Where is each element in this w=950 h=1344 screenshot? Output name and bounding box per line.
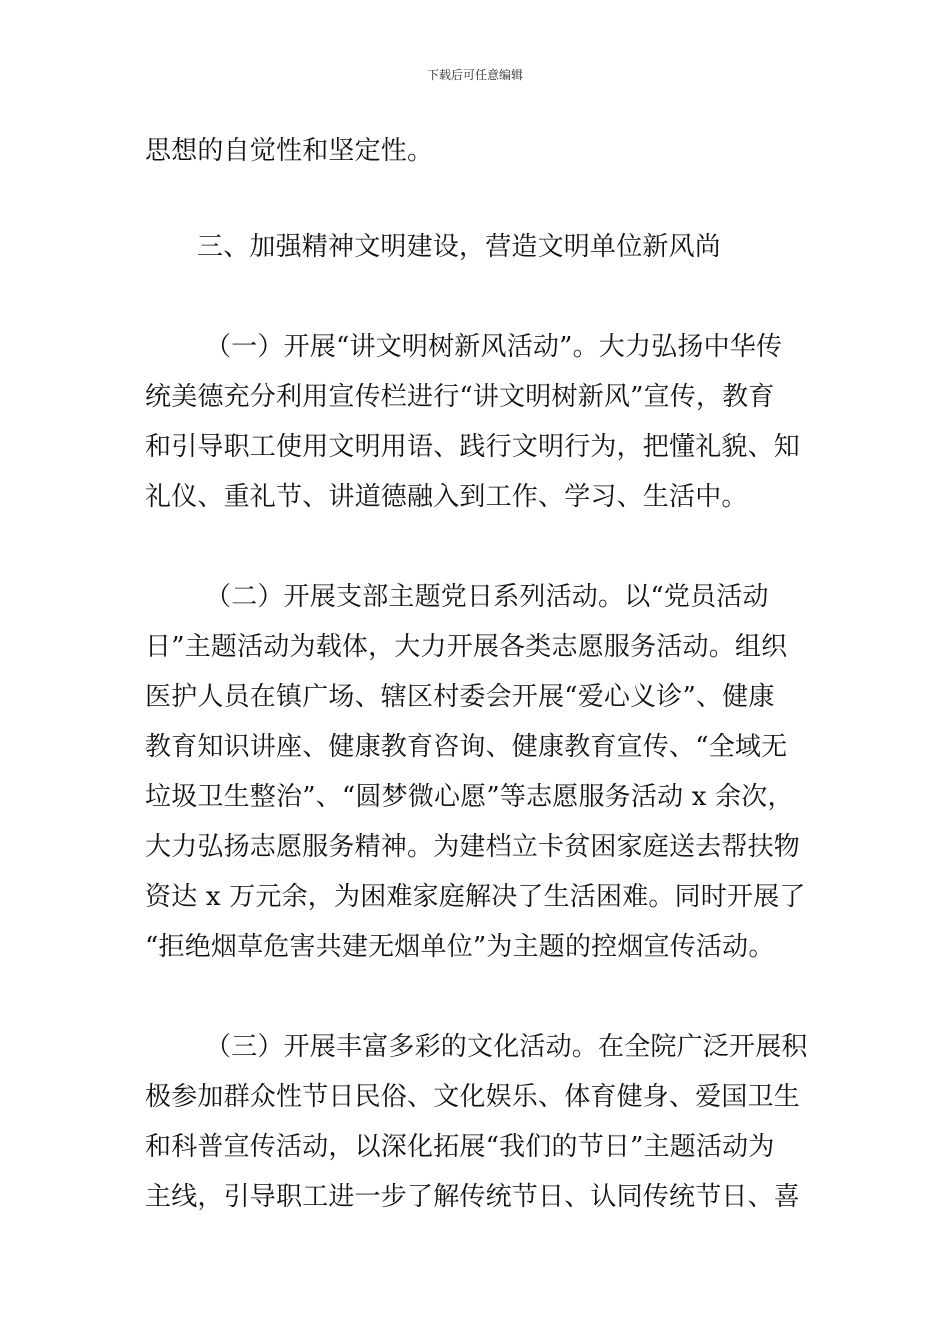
paragraph-3 <box>145 1022 808 1222</box>
text-line: 资达 x 万元余，为困难家庭解决了生活困难。同时开展了 <box>145 882 806 912</box>
document-body <box>145 126 808 1222</box>
text-line: 日”主题活动为载体，大力开展各类志愿服务活动。组织 <box>145 632 788 662</box>
text-line: 和科普宣传活动，以深化拓展“我们的节日”主题活动为 <box>145 1132 775 1162</box>
text-line: 教育知识讲座、健康教育咨询、健康教育宣传、“全域无 <box>145 732 788 762</box>
text-line: 主线，引导职工进一步了解传统节日、认同传统节日、喜 <box>145 1182 801 1212</box>
paragraph-1 <box>145 322 805 522</box>
text-line: 礼仪、重礼节、讲道德融入到工作、学习、生活中。 <box>145 482 748 512</box>
text-line: （三）开展丰富多彩的文化活动。在全院广泛开展积 <box>205 1032 808 1062</box>
text-line: 大力弘扬志愿服务精神。为建档立卡贫困家庭送去帮扶物 <box>145 832 801 862</box>
text-line: 垃圾卫生整治”、“圆梦微心愿”等志愿服务活动 x 余次， <box>145 782 794 812</box>
text-line: “拒绝烟草危害共建无烟单位”为主题的控烟宣传活动。 <box>145 932 775 962</box>
text-line: 思想的自觉性和坚定性。 <box>145 136 434 166</box>
text-line: （二）开展支部主题党日系列活动。以“党员活动 <box>205 582 769 612</box>
text-line: 统美德充分利用宣传栏进行“讲文明树新风”宣传，教育 <box>145 382 775 412</box>
paragraph-2 <box>145 572 805 972</box>
text-line: （一）开展“讲文明树新风活动”。大力弘扬中华传 <box>205 332 783 362</box>
page-header: 下载后可任意编辑 <box>426 68 523 82</box>
paragraph-continuation <box>145 126 805 176</box>
text-line: 极参加群众性节日民俗、文化娱乐、体育健身、爱国卫生 <box>145 1082 801 1112</box>
text-line: 和引导职工使用文明用语、践行文明行为，把懂礼貌、知 <box>145 432 801 462</box>
section-heading: 三、加强精神文明建设，营造文明单位新风尚 <box>197 232 722 262</box>
text-line: 医护人员在镇广场、辖区村委会开展“爱心义诊”、健康 <box>145 682 775 712</box>
